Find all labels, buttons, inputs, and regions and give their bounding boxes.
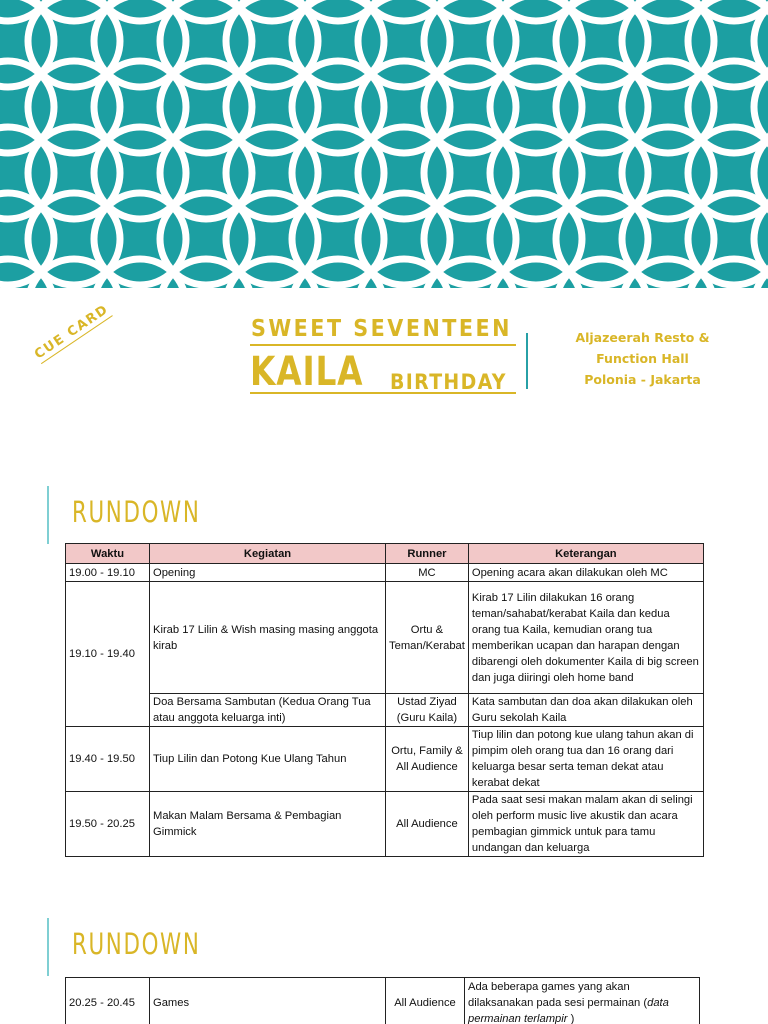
cell-time: 19.50 - 20.25 xyxy=(66,792,150,857)
cell-activity: Games xyxy=(150,978,386,1024)
celebrant-name: KAILA xyxy=(250,349,364,395)
column-header-kegiatan: Kegiatan xyxy=(150,544,386,564)
table-row xyxy=(66,792,704,857)
column-header-waktu: Waktu xyxy=(66,544,150,564)
section-accent-bar xyxy=(47,486,49,544)
venue-line-1: Aljazeerah Resto & xyxy=(575,330,710,345)
rundown-table-2 xyxy=(65,977,700,1024)
cell-runner: Ustad Ziyad (Guru Kaila) xyxy=(386,694,469,727)
column-header-keterangan: Keterangan xyxy=(468,544,703,564)
section-accent-bar xyxy=(47,918,49,976)
venue-info xyxy=(565,327,720,390)
cell-time: 19.40 - 19.50 xyxy=(66,727,150,792)
cell-note: Kirab 17 Lilin dilakukan 16 orang teman/sahabat/kerabat Kaila dan kedua orang tua Kaila, kemudian orang tua memberikan ucapan dan harapan dengan dibarengi oleh dokumenter Kaila di big screen dan juga diiringi oleh home band xyxy=(468,582,703,694)
table-row xyxy=(66,582,704,694)
note-suffix-text: ) xyxy=(567,1012,575,1024)
note-italic-text: data permainan terlampir xyxy=(468,996,669,1024)
cell-note: Opening acara akan dilakukan oleh MC xyxy=(468,564,703,582)
venue-line-3: Polonia - Jakarta xyxy=(584,372,701,387)
sweet-seventeen-title: SWEET SEVENTEEN xyxy=(250,312,516,346)
cue-card-label: CUE CARD xyxy=(32,301,112,363)
header-divider xyxy=(526,333,528,389)
table-row xyxy=(66,978,700,1024)
cell-activity: Makan Malam Bersama & Pembagian Gimmick xyxy=(150,792,386,857)
cell-runner: All Audience xyxy=(386,978,465,1024)
column-header-runner: Runner xyxy=(386,544,469,564)
name-line xyxy=(250,350,516,394)
section-title-rundown: RUNDOWN xyxy=(72,495,201,529)
cell-activity: Opening xyxy=(150,564,386,582)
cell-activity: Doa Bersama Sambutan (Kedua Orang Tua atau anggota keluarga inti) xyxy=(150,694,386,727)
table-row xyxy=(66,727,704,792)
cell-time: 19.00 - 19.10 xyxy=(66,564,150,582)
decorative-pattern-banner xyxy=(0,0,768,288)
cell-note: Kata sambutan dan doa akan dilakukan oleh Guru sekolah Kaila xyxy=(468,694,703,727)
table-header-row xyxy=(66,544,704,564)
section-title-rundown-2: RUNDOWN xyxy=(72,927,201,961)
cell-activity: Tiup Lilin dan Potong Kue Ulang Tahun xyxy=(150,727,386,792)
cell-note: Tiup lilin dan potong kue ulang tahun akan di pimpim oleh orang tua dan 16 orang dari keluarga besar serta teman dekat atau kerabat dekat xyxy=(468,727,703,792)
cell-runner: Ortu, Family & All Audience xyxy=(386,727,469,792)
rundown-table xyxy=(65,543,704,857)
cell-activity: Kirab 17 Lilin & Wish masing masing anggota kirab xyxy=(150,582,386,694)
cell-runner: Ortu & Teman/Kerabat xyxy=(386,582,469,694)
event-title-block xyxy=(250,312,518,394)
cell-runner: All Audience xyxy=(386,792,469,857)
cell-time: 20.25 - 20.45 xyxy=(66,978,150,1024)
cell-time: 19.10 - 19.40 xyxy=(66,582,150,727)
table-row xyxy=(66,564,704,582)
cell-note: Pada saat sesi makan malam akan di selingi oleh perform music live akustik dan acara pembagian gimmick untuk para tamu undangan dan keluarga xyxy=(468,792,703,857)
interlocking-circles-pattern xyxy=(0,0,768,288)
venue-line-2: Function Hall xyxy=(596,351,689,366)
cell-note xyxy=(465,978,700,1024)
cell-runner: MC xyxy=(386,564,469,582)
table-row xyxy=(66,694,704,727)
birthday-title: BIRTHDAY xyxy=(390,370,507,394)
note-text: Ada beberapa games yang akan dilaksanakan pada sesi permainan ( xyxy=(468,980,648,1009)
